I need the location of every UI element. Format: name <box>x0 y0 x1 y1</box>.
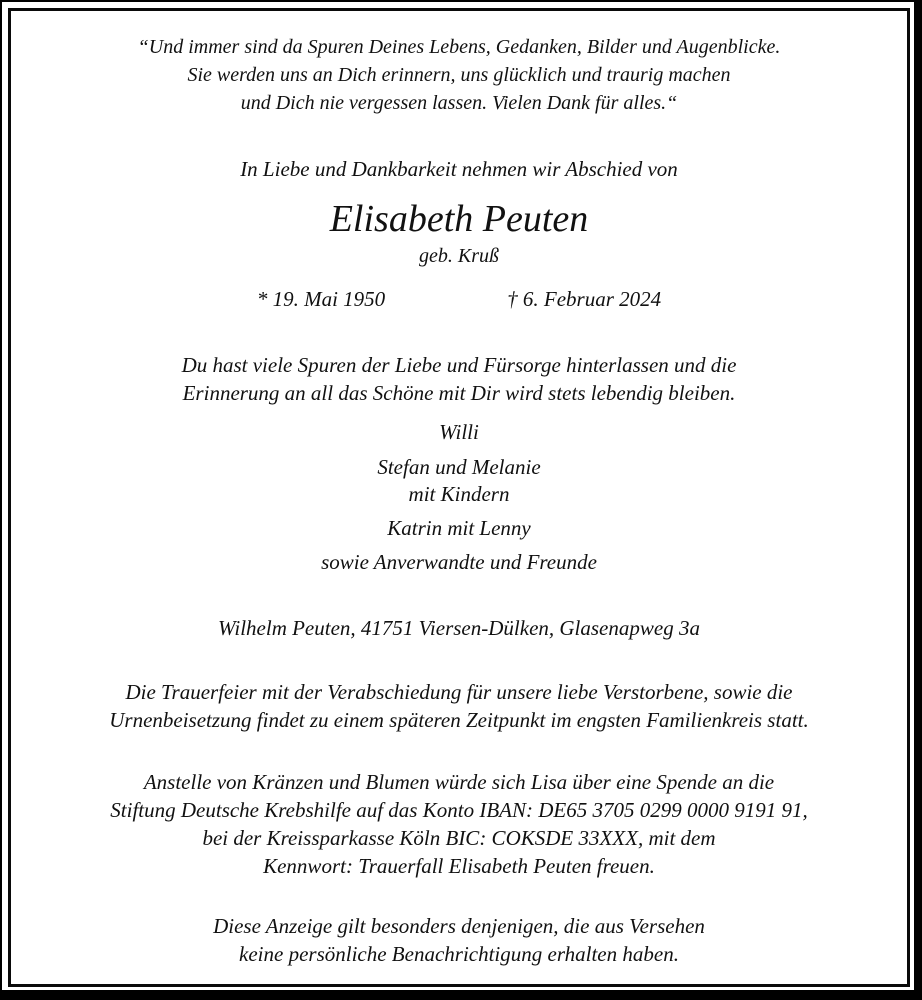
mourners-list <box>11 419 907 576</box>
obituary-content <box>11 11 907 984</box>
closing-notice <box>11 912 907 968</box>
maiden-name: geb. Kruß <box>419 245 499 267</box>
farewell-intro: In Liebe und Dankbarkeit nehmen wir Abschied von <box>240 157 678 181</box>
mourner-relatives-friends <box>11 549 907 576</box>
death-date: † 6. Februar 2024 <box>507 287 662 311</box>
tribute-line: Erinnerung an all das Schöne mit Dir wird stets lebendig bleiben. <box>182 381 736 405</box>
mourner-line: Stefan und Melanie <box>377 455 541 479</box>
funeral-notice-line: Die Trauerfeier mit der Verabschiedung für unsere liebe Verstorbene, sowie die <box>125 680 793 704</box>
tribute-text <box>11 351 907 407</box>
donation-notice-line: Anstelle von Kränzen und Blumen würde sich Lisa über eine Spende an die <box>143 770 775 794</box>
mourner-stefan-melanie <box>11 454 907 508</box>
memorial-quote-line: “Und immer sind da Spuren Deines Lebens, Gedanken, Bilder und Augenblicke. <box>137 36 781 58</box>
contact-address: Wilhelm Peuten, 41751 Viersen-Dülken, Glasenapweg 3a <box>218 616 700 640</box>
funeral-notice-line: Urnenbeisetzung findet zu einem späteren Zeitpunkt im engsten Familienkreis statt. <box>109 708 809 732</box>
closing-notice-line: keine persönliche Benachrichtigung erhalten haben. <box>239 942 679 966</box>
inner-frame-border <box>8 8 910 987</box>
mourner-line: sowie Anverwandte und Freunde <box>321 550 597 574</box>
memorial-quote-line: und Dich nie vergessen lassen. Vielen Dank für alles.“ <box>240 92 678 114</box>
tribute-line: Du hast viele Spuren der Liebe und Fürsorge hinterlassen und die <box>181 353 737 377</box>
mourner-katrin-lenny <box>11 515 907 542</box>
closing-notice-line: Diese Anzeige gilt besonders denjenigen, die aus Versehen <box>213 914 705 938</box>
mourner-willi <box>11 419 907 446</box>
funeral-notice <box>11 678 907 734</box>
donation-notice <box>11 768 907 880</box>
donation-notice-line: bei der Kreissparkasse Köln BIC: COKSDE 33XXX, mit dem <box>202 826 716 850</box>
donation-notice-line: Stiftung Deutsche Krebshilfe auf das Konto IBAN: DE65 3705 0299 0000 9191 91, <box>110 798 808 822</box>
memorial-quote <box>11 33 907 117</box>
donation-notice-line: Kennwort: Trauerfall Elisabeth Peuten freuen. <box>263 854 655 878</box>
deceased-name: Elisabeth Peuten <box>329 198 589 240</box>
life-dates-row <box>11 285 907 313</box>
mourner-line: Katrin mit Lenny <box>387 516 531 540</box>
birth-date: * 19. Mai 1950 <box>256 287 386 311</box>
mourner-line: Willi <box>439 420 479 444</box>
memorial-quote-line: Sie werden uns an Dich erinnern, uns glücklich und traurig machen <box>187 64 731 86</box>
mourner-line: mit Kindern <box>408 482 510 506</box>
